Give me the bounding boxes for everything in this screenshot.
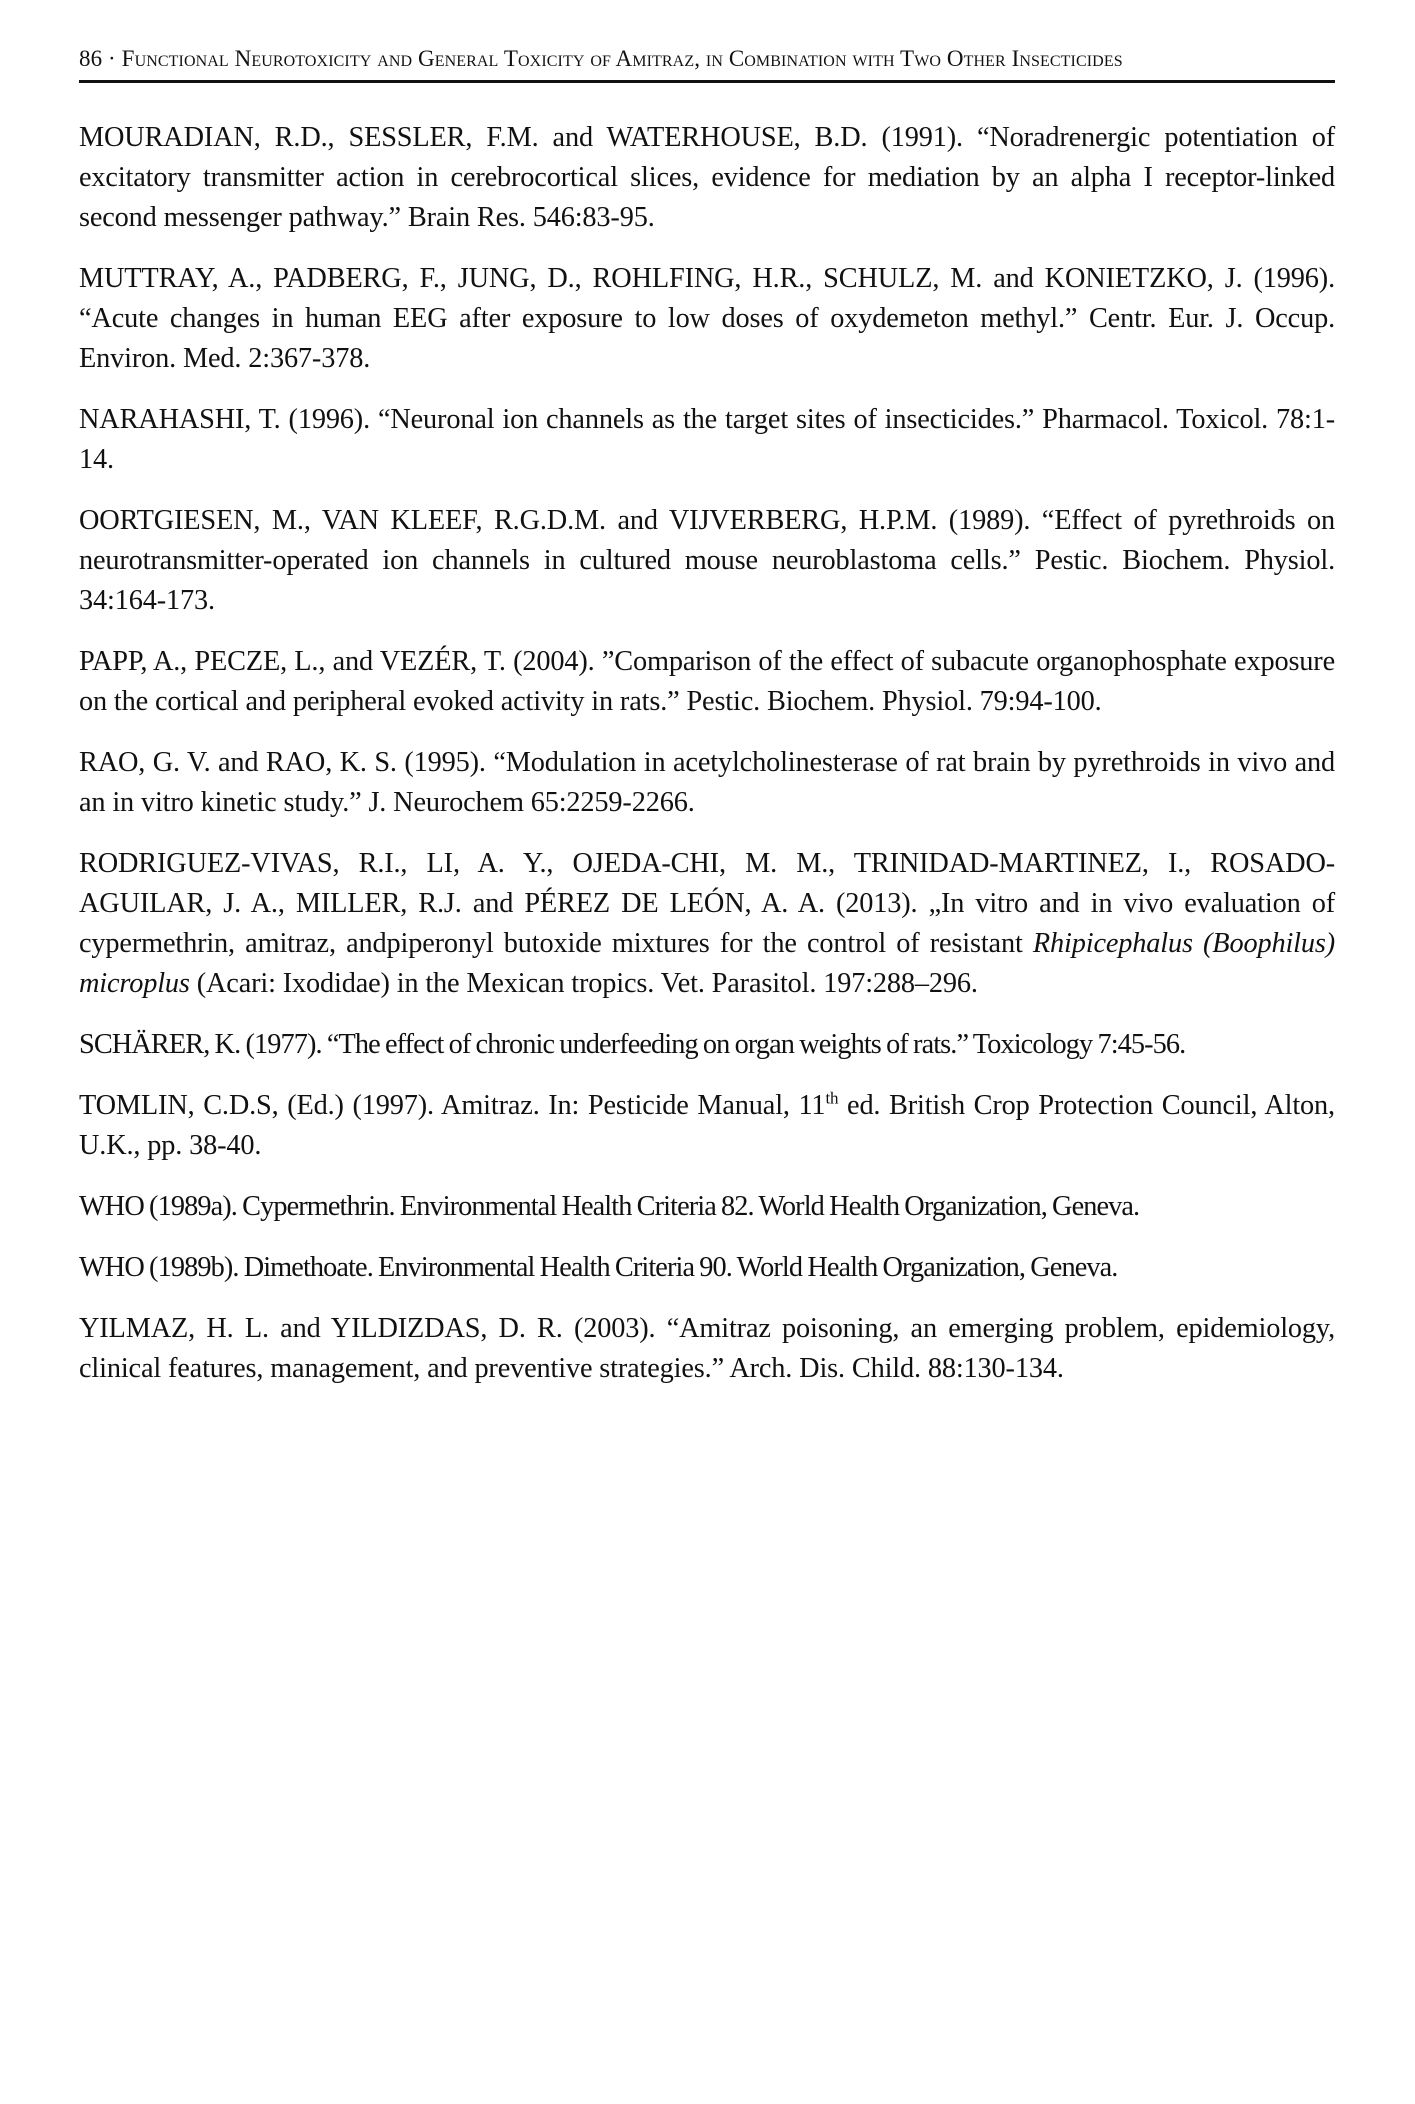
reference-item: MOURADIAN, R.D., SESSLER, F.M. and WATERHOUSE, B.D. (1991). “Noradrenergic potentiation of excitatory transmitter action in cerebrocortical slices, evidence for mediation by an alpha I receptor-linked second messenger pathway.” Brain Res. 546:83-95.: [79, 122, 1335, 233]
header-separator: ·: [102, 46, 122, 71]
reference-item: WHO (1989b). Dimethoate. Environmental Health Criteria 90. World Health Organization, Geneva.: [79, 1252, 1118, 1283]
reference-item: [79, 844, 1335, 1004]
species-name: Rhipicephalus (Boophilus) microplus: [79, 928, 1335, 999]
reference-item: YILMAZ, H. L. and YILDIZDAS, D. R. (2003). “Amitraz poisoning, an emerging problem, epidemiology, clinical features, management, and preventive strategies.” Arch. Dis. Child. 88:130-134.: [79, 1313, 1335, 1384]
header-rule: [79, 80, 1335, 83]
reference-item: OORTGIESEN, M., VAN KLEEF, R.G.D.M. and VIJVERBERG, H.P.M. (1989). “Effect of pyrethroids on neurotransmitter-operated ion channels in cultured mouse neuroblastoma cells.” Pestic. Biochem. Physiol. 34:164-173.: [79, 505, 1335, 616]
reference-text: (Acari: Ixodidae) in the Mexican tropics. Vet. Parasitol. 197:288–296.: [189, 968, 978, 999]
reference-text: RODRIGUEZ-VIVAS, R.I., LI, A. Y., OJEDA-CHI, M. M., TRINIDAD-MARTINEZ, I., ROSADO-AGUILAR, J. A., MILLER, R.J. and PÉREZ DE LEÓN, A. A. (2013). „In vitro and in vivo evaluation of cypermethrin, amitraz, andpiperonyl butoxide mixtures for the control of resistant: [79, 848, 1335, 959]
reference-item: NARAHASHI, T. (1996). “Neuronal ion channels as the target sites of insecticides.” Pharmacol. Toxicol. 78:1-14.: [79, 404, 1335, 475]
reference-item: WHO (1989a). Cypermethrin. Environmental Health Criteria 82. World Health Organization, Geneva.: [79, 1191, 1140, 1222]
reference-text: TOMLIN, C.D.S, (Ed.) (1997). Amitraz. In: Pesticide Manual, 11: [79, 1090, 826, 1121]
reference-text: ed. British Crop Protection Council, Alton, U.K., pp. 38-40.: [79, 1090, 1335, 1161]
running-title: Functional Neurotoxicity and General Toxicity of Amitraz, in Combination with Two Other Insecticides: [121, 46, 1123, 71]
reference-item: PAPP, A., PECZE, L., and VEZÉR, T. (2004). ”Comparison of the effect of subacute organophosphate exposure on the cortical and peripheral evoked activity in rats.” Pestic. Biochem. Physiol. 79:94-100.: [79, 646, 1335, 717]
running-header: [79, 44, 1335, 74]
reference-item: [79, 1086, 1335, 1166]
reference-list: [79, 118, 1335, 1410]
ordinal-suffix: th: [825, 1088, 839, 1108]
reference-item: SCHÄRER, K. (1977). “The effect of chronic underfeeding on organ weights of rats.” Toxicology 7:45-56.: [79, 1029, 1186, 1060]
reference-item: MUTTRAY, A., PADBERG, F., JUNG, D., ROHLFING, H.R., SCHULZ, M. and KONIETZKO, J. (1996). “Acute changes in human EEG after exposure to low doses of oxydemeton methyl.” Centr. Eur. J. Occup. Environ. Med. 2:367-378.: [79, 263, 1335, 374]
page-number: 86: [79, 46, 103, 71]
reference-item: RAO, G. V. and RAO, K. S. (1995). “Modulation in acetylcholinesterase of rat brain by pyrethroids in vivo and an in vitro kinetic study.” J. Neurochem 65:2259-2266.: [79, 747, 1335, 818]
